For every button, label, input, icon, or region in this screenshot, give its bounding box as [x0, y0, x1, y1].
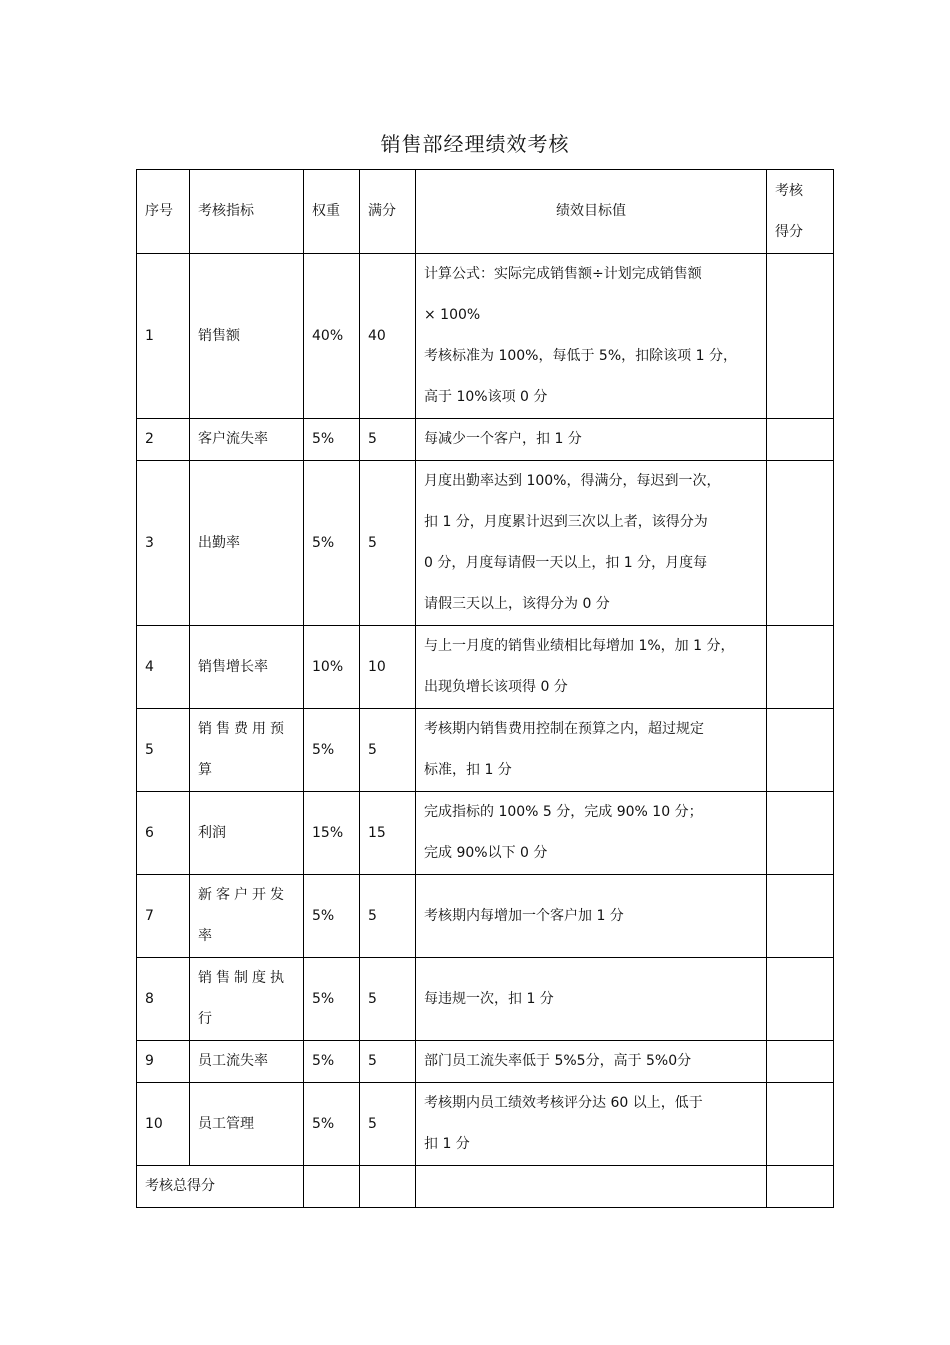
table-row	[137, 958, 834, 1041]
row-weight: 15%	[304, 792, 360, 875]
header-full-score: 满分	[360, 170, 416, 254]
row-full-score: 5	[360, 958, 416, 1041]
kpi-table	[136, 169, 834, 1208]
row-number: 6	[137, 792, 190, 875]
row-full-score: 5	[360, 419, 416, 461]
row-full-score: 5	[360, 875, 416, 958]
row-score-cell[interactable]	[767, 461, 834, 626]
row-target	[416, 792, 767, 875]
header-target: 绩效目标值	[416, 170, 767, 254]
table-row	[137, 254, 834, 419]
row-indicator: 销售增长率	[190, 626, 304, 709]
table-row	[137, 1083, 834, 1166]
row-score-cell[interactable]	[767, 792, 834, 875]
indicator-line: 行	[198, 1011, 216, 1027]
row-weight: 40%	[304, 254, 360, 419]
target-line: 考核期内销售费用控制在预算之内，超过规定	[424, 721, 704, 737]
indicator-line: 销售制度执	[198, 970, 288, 986]
row-target	[416, 1041, 767, 1083]
row-indicator	[190, 958, 304, 1041]
row-indicator: 员工管理	[190, 1083, 304, 1166]
header-row	[137, 170, 834, 254]
row-indicator: 客户流失率	[190, 419, 304, 461]
target-line: 每减少一个客户，扣 1 分	[424, 431, 582, 447]
target-line: 考核期内员工绩效考核评分达 60 以上，低于	[424, 1095, 703, 1111]
target-line: 扣 1 分，月度累计迟到三次以上者，该得分为	[424, 514, 708, 530]
table-row	[137, 709, 834, 792]
row-number: 4	[137, 626, 190, 709]
row-full-score: 5	[360, 461, 416, 626]
row-full-score: 15	[360, 792, 416, 875]
total-row	[137, 1166, 834, 1208]
row-number: 9	[137, 1041, 190, 1083]
total-weight-cell[interactable]	[304, 1166, 360, 1208]
kpi-table-body	[137, 254, 834, 1166]
page-title: 销售部经理绩效考核	[380, 132, 570, 156]
row-weight: 5%	[304, 875, 360, 958]
row-weight: 5%	[304, 461, 360, 626]
total-target-cell[interactable]	[416, 1166, 767, 1208]
row-number: 3	[137, 461, 190, 626]
target-line: 完成 90%以下 0 分	[424, 845, 548, 861]
total-label: 考核总得分	[137, 1166, 304, 1208]
row-target	[416, 626, 767, 709]
row-full-score: 5	[360, 1083, 416, 1166]
row-indicator	[190, 709, 304, 792]
row-target	[416, 254, 767, 419]
target-line: 高于 10%该项 0 分	[424, 389, 548, 405]
row-weight: 5%	[304, 1041, 360, 1083]
target-line: 月度出勤率达到 100%，得满分，每迟到一次，	[424, 473, 721, 489]
row-weight: 10%	[304, 626, 360, 709]
target-line: 完成指标的 100% 5 分，完成 90% 10 分；	[424, 804, 703, 820]
table-row	[137, 419, 834, 461]
header-no: 序号	[137, 170, 190, 254]
table-row	[137, 1041, 834, 1083]
row-score-cell[interactable]	[767, 1083, 834, 1166]
indicator-line: 率	[198, 928, 216, 944]
row-indicator: 销售额	[190, 254, 304, 419]
row-target	[416, 1083, 767, 1166]
target-line: 部门员工流失率低于 5%5分，高于 5%0分	[424, 1053, 692, 1069]
row-target	[416, 709, 767, 792]
row-indicator: 出勤率	[190, 461, 304, 626]
row-weight: 5%	[304, 1083, 360, 1166]
table-row	[137, 626, 834, 709]
table-row	[137, 875, 834, 958]
target-line: 与上一月度的销售业绩相比每增加 1%，加 1 分，	[424, 638, 735, 654]
total-full-cell[interactable]	[360, 1166, 416, 1208]
row-score-cell[interactable]	[767, 709, 834, 792]
row-full-score: 40	[360, 254, 416, 419]
total-score-cell[interactable]	[767, 1166, 834, 1208]
target-line: 0 分，月度每请假一天以上，扣 1 分，月度每	[424, 555, 708, 571]
row-target	[416, 419, 767, 461]
row-score-cell[interactable]	[767, 875, 834, 958]
target-line: 标准，扣 1 分	[424, 762, 512, 778]
row-number: 2	[137, 419, 190, 461]
header-score-line1: 考核	[775, 182, 803, 199]
row-full-score: 5	[360, 709, 416, 792]
header-score-line2: 得分	[775, 223, 803, 240]
target-line: × 100%	[424, 307, 481, 323]
header-indicator: 考核指标	[190, 170, 304, 254]
row-number: 1	[137, 254, 190, 419]
row-weight: 5%	[304, 709, 360, 792]
row-weight: 5%	[304, 958, 360, 1041]
target-line: 考核期内每增加一个客户加 1 分	[424, 907, 624, 924]
row-target	[416, 958, 767, 1041]
row-score-cell[interactable]	[767, 254, 834, 419]
row-full-score: 5	[360, 1041, 416, 1083]
row-target	[416, 461, 767, 626]
row-score-cell[interactable]	[767, 958, 834, 1041]
row-target	[416, 875, 767, 958]
target-line: 出现负增长该项得 0 分	[424, 679, 568, 695]
indicator-line: 算	[198, 762, 216, 778]
header-score	[767, 170, 834, 254]
row-number: 8	[137, 958, 190, 1041]
row-weight: 5%	[304, 419, 360, 461]
row-full-score: 10	[360, 626, 416, 709]
target-line: 每违规一次，扣 1 分	[424, 990, 554, 1007]
indicator-line: 新客户开发	[198, 887, 288, 903]
row-number: 7	[137, 875, 190, 958]
target-line: 考核标准为 100%，每低于 5%，扣除该项 1 分，	[424, 348, 737, 364]
target-line: 请假三天以上，该得分为 0 分	[424, 596, 610, 612]
row-score-cell[interactable]	[767, 626, 834, 709]
row-indicator: 利润	[190, 792, 304, 875]
row-score-cell[interactable]	[767, 1041, 834, 1083]
target-line: 扣 1 分	[424, 1136, 470, 1152]
table-row	[137, 461, 834, 626]
row-number: 10	[137, 1083, 190, 1166]
row-score-cell[interactable]	[767, 419, 834, 461]
row-number: 5	[137, 709, 190, 792]
header-weight: 权重	[304, 170, 360, 254]
indicator-line: 销售费用预	[198, 721, 288, 737]
target-line: 计算公式：实际完成销售额÷计划完成销售额	[424, 266, 702, 282]
row-indicator: 员工流失率	[190, 1041, 304, 1083]
table-row	[137, 792, 834, 875]
row-indicator	[190, 875, 304, 958]
